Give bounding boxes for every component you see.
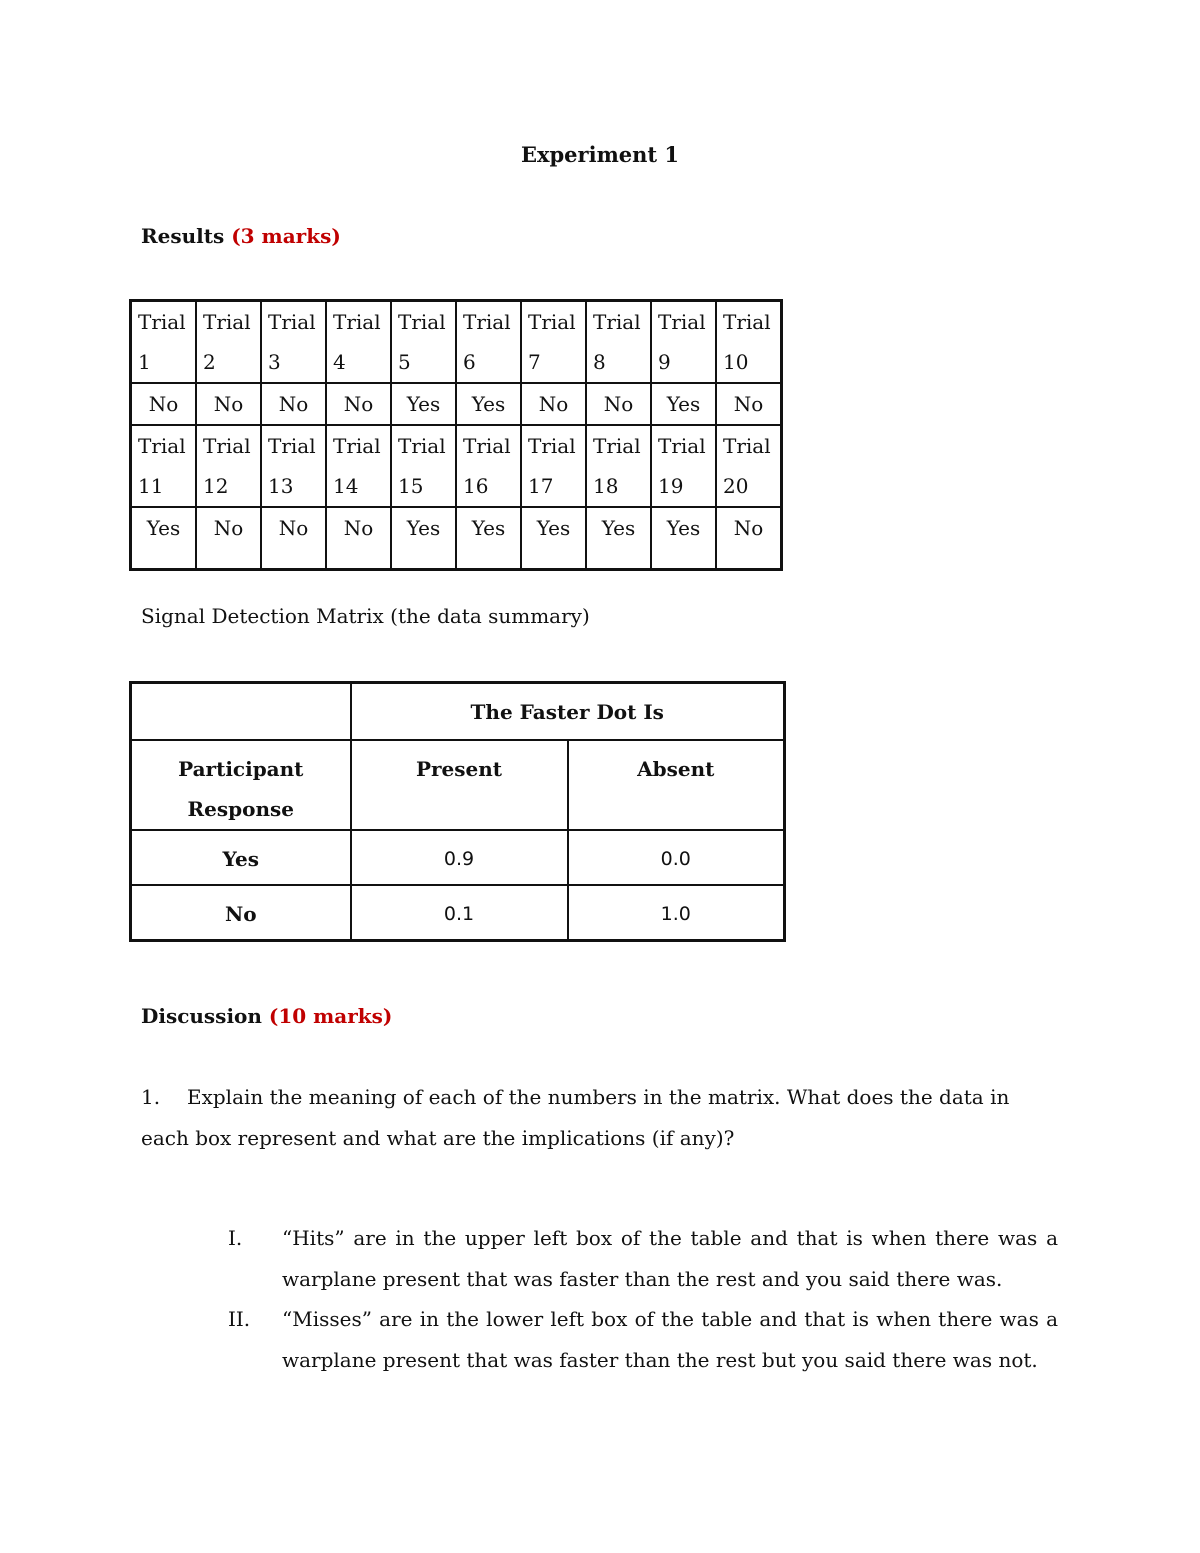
results-heading-text: Results bbox=[141, 224, 225, 248]
trial-response-cell: No bbox=[326, 507, 391, 570]
question-1 bbox=[141, 1077, 1041, 1159]
discussion-heading-text: Discussion bbox=[141, 1004, 262, 1028]
trial-response-cell: Yes bbox=[391, 383, 456, 425]
trial-response-cell: Yes bbox=[456, 507, 521, 570]
trial-label-cell: Trial 3 bbox=[261, 301, 326, 384]
trial-response-row bbox=[131, 507, 782, 570]
question-number: 1. bbox=[141, 1085, 161, 1109]
matrix-header: The Faster Dot Is bbox=[351, 683, 785, 741]
trial-label-row bbox=[131, 425, 782, 507]
trial-response-cell: Yes bbox=[586, 507, 651, 570]
trial-label-cell: Trial 11 bbox=[131, 425, 197, 507]
matrix-row-no: No bbox=[131, 885, 351, 941]
matrix-cell-no-absent: 1.0 bbox=[568, 885, 785, 941]
trial-response-cell: No bbox=[196, 383, 261, 425]
trial-response-cell: Yes bbox=[131, 507, 197, 570]
trial-label-cell: Trial 15 bbox=[391, 425, 456, 507]
matrix-row-yes: Yes bbox=[131, 830, 351, 885]
trial-label-cell: Trial 6 bbox=[456, 301, 521, 384]
matrix-row-header: Participant Response bbox=[131, 740, 351, 830]
trial-response-row bbox=[131, 383, 782, 425]
trial-response-cell: Yes bbox=[651, 507, 716, 570]
trial-label-cell: Trial 10 bbox=[716, 301, 782, 384]
results-marks: (3 marks) bbox=[231, 224, 341, 248]
signal-detection-matrix bbox=[129, 681, 786, 942]
trial-response-cell: Yes bbox=[391, 507, 456, 570]
answer-item bbox=[228, 1218, 1058, 1300]
trial-label-cell: Trial 8 bbox=[586, 301, 651, 384]
trial-response-cell: No bbox=[326, 383, 391, 425]
answer-text: “Misses” are in the lower left box of the table and that is when there was a warplane present that was faster than the rest but you said there was not. bbox=[282, 1307, 1058, 1372]
trials-table bbox=[129, 299, 783, 571]
trial-response-cell: No bbox=[716, 383, 782, 425]
trial-response-cell: No bbox=[586, 383, 651, 425]
trial-label-cell: Trial 20 bbox=[716, 425, 782, 507]
trial-label-cell: Trial 1 bbox=[131, 301, 197, 384]
discussion-heading bbox=[141, 1004, 392, 1028]
trial-response-cell: No bbox=[261, 507, 326, 570]
matrix-cell-yes-present: 0.9 bbox=[351, 830, 568, 885]
trial-response-cell: Yes bbox=[521, 507, 586, 570]
matrix-caption: Signal Detection Matrix (the data summary) bbox=[141, 604, 590, 628]
discussion-marks: (10 marks) bbox=[268, 1004, 393, 1028]
matrix-col-present: Present bbox=[351, 740, 568, 830]
trial-response-cell: No bbox=[131, 383, 197, 425]
trial-response-cell: No bbox=[261, 383, 326, 425]
trial-response-cell: Yes bbox=[651, 383, 716, 425]
matrix-cell-no-present: 0.1 bbox=[351, 885, 568, 941]
trial-label-cell: Trial 14 bbox=[326, 425, 391, 507]
answer-text: “Hits” are in the upper left box of the table and that is when there was a warplane present that was faster than the rest and you said there was. bbox=[282, 1226, 1058, 1291]
trial-label-cell: Trial 2 bbox=[196, 301, 261, 384]
trial-label-row bbox=[131, 301, 782, 384]
question-text: Explain the meaning of each of the numbers in the matrix. What does the data in each box represent and what are the implications (if any)? bbox=[141, 1085, 1010, 1150]
answer-numeral: II. bbox=[228, 1307, 251, 1331]
trial-response-cell: No bbox=[196, 507, 261, 570]
trial-label-cell: Trial 16 bbox=[456, 425, 521, 507]
answer-numeral: I. bbox=[228, 1226, 243, 1250]
trial-response-cell: Yes bbox=[456, 383, 521, 425]
trial-label-cell: Trial 12 bbox=[196, 425, 261, 507]
trial-label-cell: Trial 17 bbox=[521, 425, 586, 507]
trial-label-cell: Trial 5 bbox=[391, 301, 456, 384]
matrix-col-absent: Absent bbox=[568, 740, 785, 830]
trial-label-cell: Trial 9 bbox=[651, 301, 716, 384]
trial-label-cell: Trial 19 bbox=[651, 425, 716, 507]
page-title: Experiment 1 bbox=[520, 142, 680, 167]
trial-response-cell: No bbox=[716, 507, 782, 570]
trial-response-cell: No bbox=[521, 383, 586, 425]
trial-label-cell: Trial 4 bbox=[326, 301, 391, 384]
answer-item bbox=[228, 1299, 1058, 1381]
trial-label-cell: Trial 13 bbox=[261, 425, 326, 507]
matrix-cell-yes-absent: 0.0 bbox=[568, 830, 785, 885]
trial-label-cell: Trial 18 bbox=[586, 425, 651, 507]
results-heading bbox=[141, 224, 341, 248]
matrix-empty-cell bbox=[131, 683, 351, 741]
trial-label-cell: Trial 7 bbox=[521, 301, 586, 384]
